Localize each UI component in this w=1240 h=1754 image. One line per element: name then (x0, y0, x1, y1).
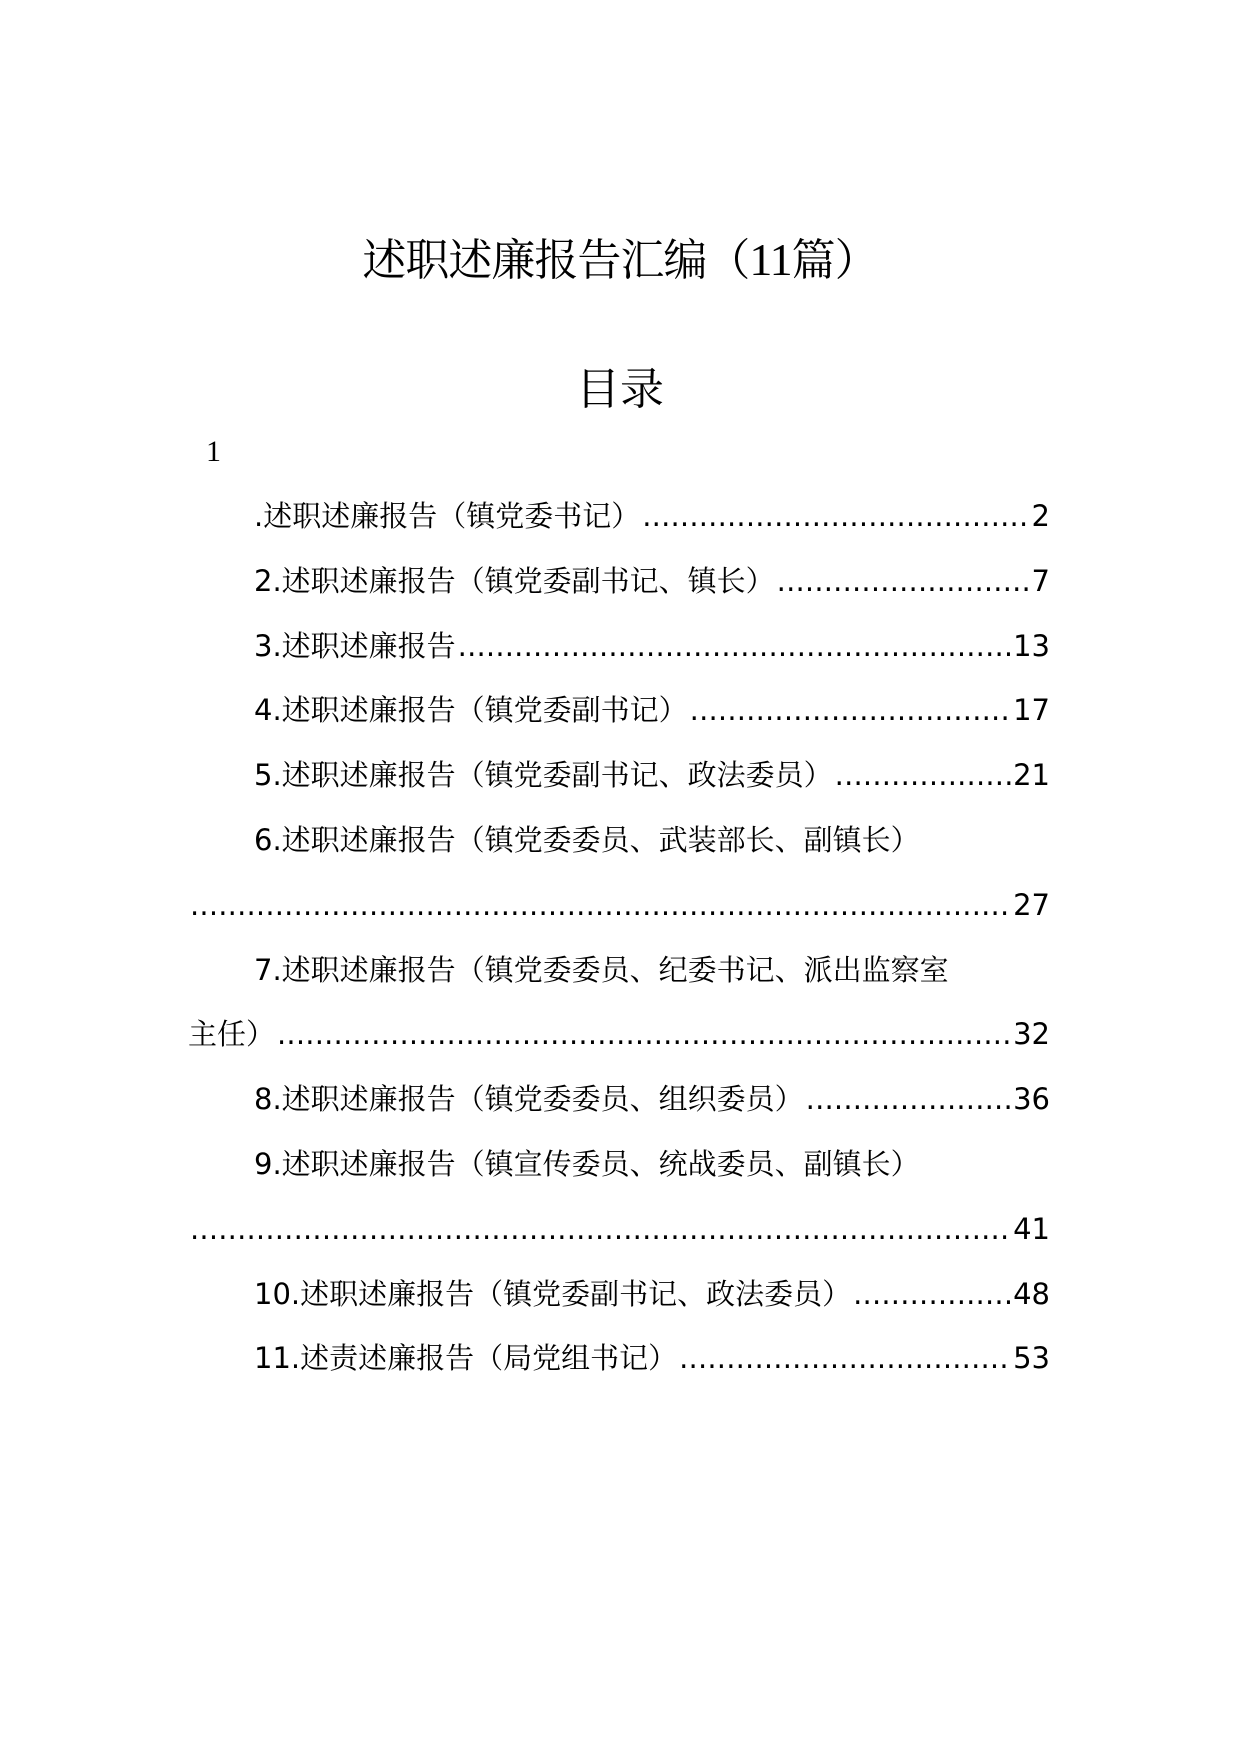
toc-entry-9-continuation[interactable] (188, 1207, 1050, 1251)
dot-leader (458, 624, 1011, 668)
toc-entry-title: 2.述职述廉报告（镇党委副书记、镇长） (254, 564, 775, 598)
toc-entry-6[interactable] (254, 818, 1050, 862)
dot-leader (190, 883, 1011, 927)
document-title (0, 228, 1240, 293)
toc-entry-title: 4.述职述廉报告（镇党委副书记） (254, 693, 688, 727)
stray-number: 1 (206, 435, 221, 468)
toc-entry-3[interactable] (254, 624, 1050, 668)
toc-entry-title: 11.述责述廉报告（局党组书记） (254, 1341, 678, 1375)
toc-entry-title: 3.述职述廉报告 (254, 629, 456, 663)
toc-entry-page: 7 (1031, 564, 1050, 598)
dot-leader (642, 494, 1029, 538)
toc-entry-page: 41 (1013, 1212, 1050, 1246)
toc-entry-page: 2 (1031, 499, 1050, 533)
toc-entry-title: 5.述职述廉报告（镇党委副书记、政法委员） (254, 758, 833, 792)
dot-leader (777, 559, 1030, 603)
dot-leader (277, 1012, 1011, 1056)
toc-entry-title: 6.述职述廉报告（镇党委委员、武装部长、副镇长） (254, 823, 920, 857)
toc-entry-title: 8.述职述廉报告（镇党委委员、组织委员） (254, 1082, 804, 1116)
toc-entry-7-continuation[interactable] (188, 1012, 1050, 1056)
toc-entry-page: 13 (1013, 629, 1050, 663)
title-count: 11 (749, 234, 792, 285)
toc-entry-title-continuation: 主任） (188, 1017, 276, 1051)
dot-leader (690, 688, 1011, 732)
toc-entry-10[interactable] (254, 1272, 1050, 1316)
toc-entry-5[interactable] (254, 753, 1050, 797)
toc-entry-1[interactable] (254, 494, 1050, 538)
title-suffix: 篇） (791, 235, 878, 286)
title-prefix: 述职述廉报告汇编（ (362, 235, 750, 286)
toc-entry-page: 27 (1013, 888, 1050, 922)
dot-leader (806, 1077, 1011, 1121)
dot-leader (853, 1272, 1011, 1316)
toc-entry-8[interactable] (254, 1077, 1050, 1121)
toc-entry-page: 21 (1013, 758, 1050, 792)
toc-entry-2[interactable] (254, 559, 1050, 603)
toc-entry-9[interactable] (254, 1142, 1050, 1186)
toc-entry-page: 48 (1013, 1277, 1050, 1311)
toc-entry-4[interactable] (254, 688, 1050, 732)
toc-entry-page: 17 (1013, 693, 1050, 727)
toc-entry-title: 10.述职述廉报告（镇党委副书记、政法委员） (254, 1277, 852, 1311)
toc-entry-page: 53 (1013, 1341, 1050, 1375)
toc-entry-7[interactable] (254, 948, 1050, 992)
dot-leader (190, 1207, 1011, 1251)
toc-entry-title: 7.述职述廉报告（镇党委委员、纪委书记、派出监察室 (254, 953, 949, 987)
toc-entry-page: 32 (1013, 1017, 1050, 1051)
toc-entry-title: 9.述职述廉报告（镇宣传委员、统战委员、副镇长） (254, 1147, 920, 1181)
toc-entry-6-continuation[interactable] (188, 883, 1050, 927)
toc-entry-11[interactable] (254, 1336, 1050, 1380)
toc-entry-title: .述职述廉报告（镇党委书记） (254, 499, 641, 533)
dot-leader (835, 753, 1011, 797)
dot-leader (679, 1336, 1011, 1380)
toc-entry-page: 36 (1013, 1082, 1050, 1116)
toc-heading: 目录 (576, 364, 664, 415)
